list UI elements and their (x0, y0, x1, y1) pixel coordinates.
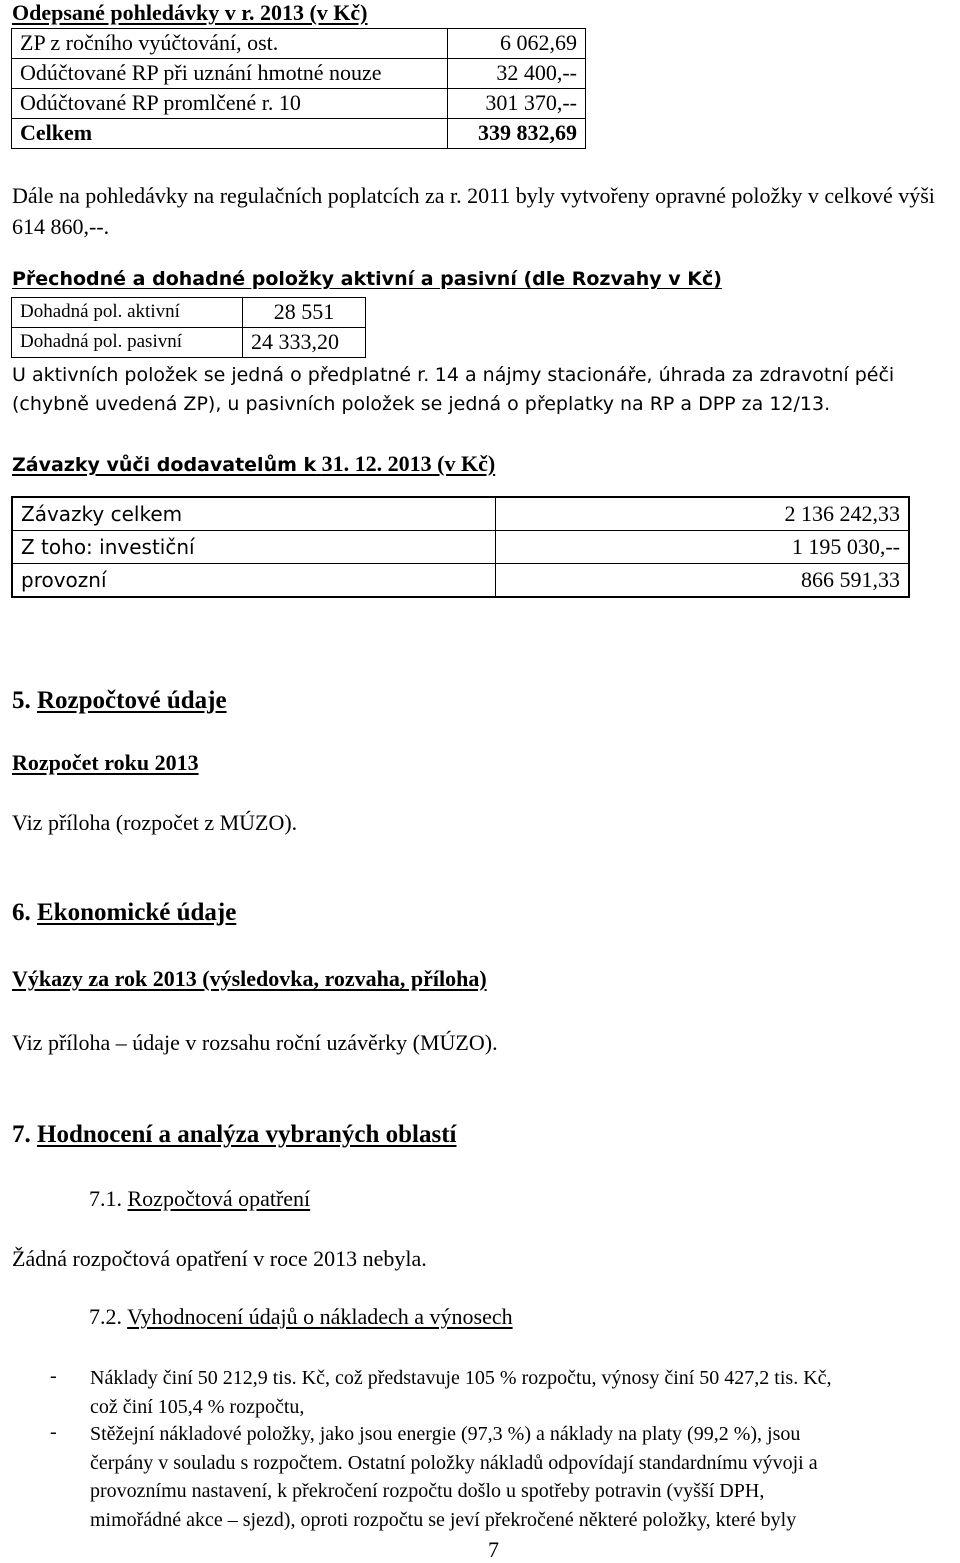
row-value: 2 136 242,33 (496, 497, 910, 531)
row-label: Závazky celkem (12, 497, 496, 531)
bullet-line: čerpány v souladu s rozpočtem. Ostatní položky nákladů odpovídají standardnímu vývoji a (90, 1451, 818, 1474)
section5-text: Viz příloha (rozpočet z MÚZO). (12, 810, 298, 835)
reg-fees-note: Dále na pohledávky na regulačních poplatcích za r. 2011 byly vytvořeny opravné položky v celkové výši 614 860,--. (12, 183, 935, 239)
table-row (12, 328, 366, 358)
section6-heading (12, 898, 236, 928)
list-item (90, 1420, 960, 1534)
subsection-7-1-text: Žádná rozpočtová opatření v roce 2013 nebyla. (12, 1246, 427, 1271)
bullet-line: Náklady činí 50 212,9 tis. Kč, což představuje 105 % rozpočtu, výnosy činí 50 427,2 tis. Kč, (90, 1367, 832, 1389)
subsection-7-1-number: 7.1. (89, 1186, 122, 1211)
subsection-7-2-title: Vyhodnocení údajů o nákladech a výnosech (127, 1304, 513, 1329)
section5-heading (12, 686, 227, 716)
section5-subtitle: Rozpočet roku 2013 (12, 750, 199, 775)
accruals-note-line2: (chybně uvedená ZP), u pasivních položek se jedná o přeplatky na RP a DPP za 12/13. (12, 393, 831, 415)
row-value: 32 400,-- (448, 59, 586, 89)
section6-title: Ekonomické údaje (37, 899, 237, 926)
section7-heading (12, 1120, 457, 1150)
row-label: Odúčtované RP promlčené r. 10 (12, 89, 448, 119)
accruals-title: Přechodné a dohadné položky aktivní a pasivní (dle Rozvahy v Kč) (12, 268, 722, 290)
table-row (12, 564, 909, 598)
bullet-line: což činí 105,4 % rozpočtu, (90, 1395, 305, 1418)
table-row (12, 59, 586, 89)
table-row (12, 119, 586, 149)
list-item (90, 1364, 960, 1421)
subsection-7-1-title: Rozpočtová opatření (127, 1186, 311, 1211)
row-label: Dohadná pol. pasivní (12, 328, 243, 358)
bullet-marker: - (50, 1421, 57, 1443)
row-value: 339 832,69 (448, 119, 586, 149)
bullet-marker: - (50, 1365, 57, 1387)
row-value: 28 551 (243, 298, 366, 328)
row-value: 1 195 030,-- (496, 531, 910, 564)
row-value: 6 062,69 (448, 29, 586, 59)
bullet-line: mimořádné akce – sjezd), oproti rozpočtu se jeví překročené některé položky, které byly (90, 1508, 797, 1531)
section5-number: 5. (12, 687, 31, 714)
section6-subtitle: Výkazy za rok 2013 (výsledovka, rozvaha, příloha) (12, 966, 487, 991)
written-off-table (11, 28, 586, 149)
subsection-7-2-heading (89, 1304, 513, 1330)
row-value: 301 370,-- (448, 89, 586, 119)
row-label: Dohadná pol. aktivní (12, 298, 243, 328)
table-row (12, 497, 909, 531)
accruals-note-part2: 14 a nájmy stacionáře, úhrada za zdravotní péči (434, 364, 895, 386)
table-row (12, 29, 586, 59)
section7-number: 7. (12, 1121, 31, 1148)
accruals-note-line1 (12, 361, 894, 387)
section7-title: Hodnocení a analýza vybraných oblastí (37, 1121, 457, 1148)
subsection-7-2-number: 7.2. (89, 1304, 122, 1329)
row-label: Odúčtované RP při uznání hmotné nouze (12, 59, 448, 89)
liabilities-table (11, 496, 910, 598)
page-number: 7 (488, 1537, 499, 1562)
row-label: ZP z ročního vyúčtování, ost. (12, 29, 448, 59)
bullet-line: provoznímu nastavení, k překročení rozpočtu došlo u spotřeby potravin (vyšší DPH, (90, 1480, 765, 1502)
accruals-table (11, 297, 366, 358)
bullet-line: Stěžejní nákladové položky, jako jsou energie (97,3 %) a náklady na platy (99,2 %), jsou (90, 1423, 801, 1445)
liabilities-title (12, 451, 495, 477)
liabilities-title-part1: Závazky vůči dodavatelům k (12, 454, 317, 476)
row-value: 866 591,33 (496, 564, 910, 598)
liabilities-title-part2: 31. 12. 2013 (v Kč) (321, 451, 496, 476)
subsection-7-1-heading (89, 1186, 310, 1212)
written-off-title: Odepsané pohledávky v r. 2013 (v Kč) (12, 0, 368, 25)
table-row (12, 89, 586, 119)
row-label: Celkem (12, 119, 448, 149)
section6-text: Viz příloha – údaje v rozsahu roční uzávěrky (MÚZO). (12, 1030, 498, 1055)
row-label: provozní (12, 564, 496, 598)
section5-title: Rozpočtové údaje (37, 687, 227, 714)
section6-number: 6. (12, 899, 31, 926)
row-value: 24 333,20 (243, 328, 366, 358)
accruals-note-part1: U aktivních položek se jedná o předplatné r. (12, 364, 430, 386)
row-label: Z toho: investiční (12, 531, 496, 564)
table-row (12, 298, 366, 328)
table-row (12, 531, 909, 564)
